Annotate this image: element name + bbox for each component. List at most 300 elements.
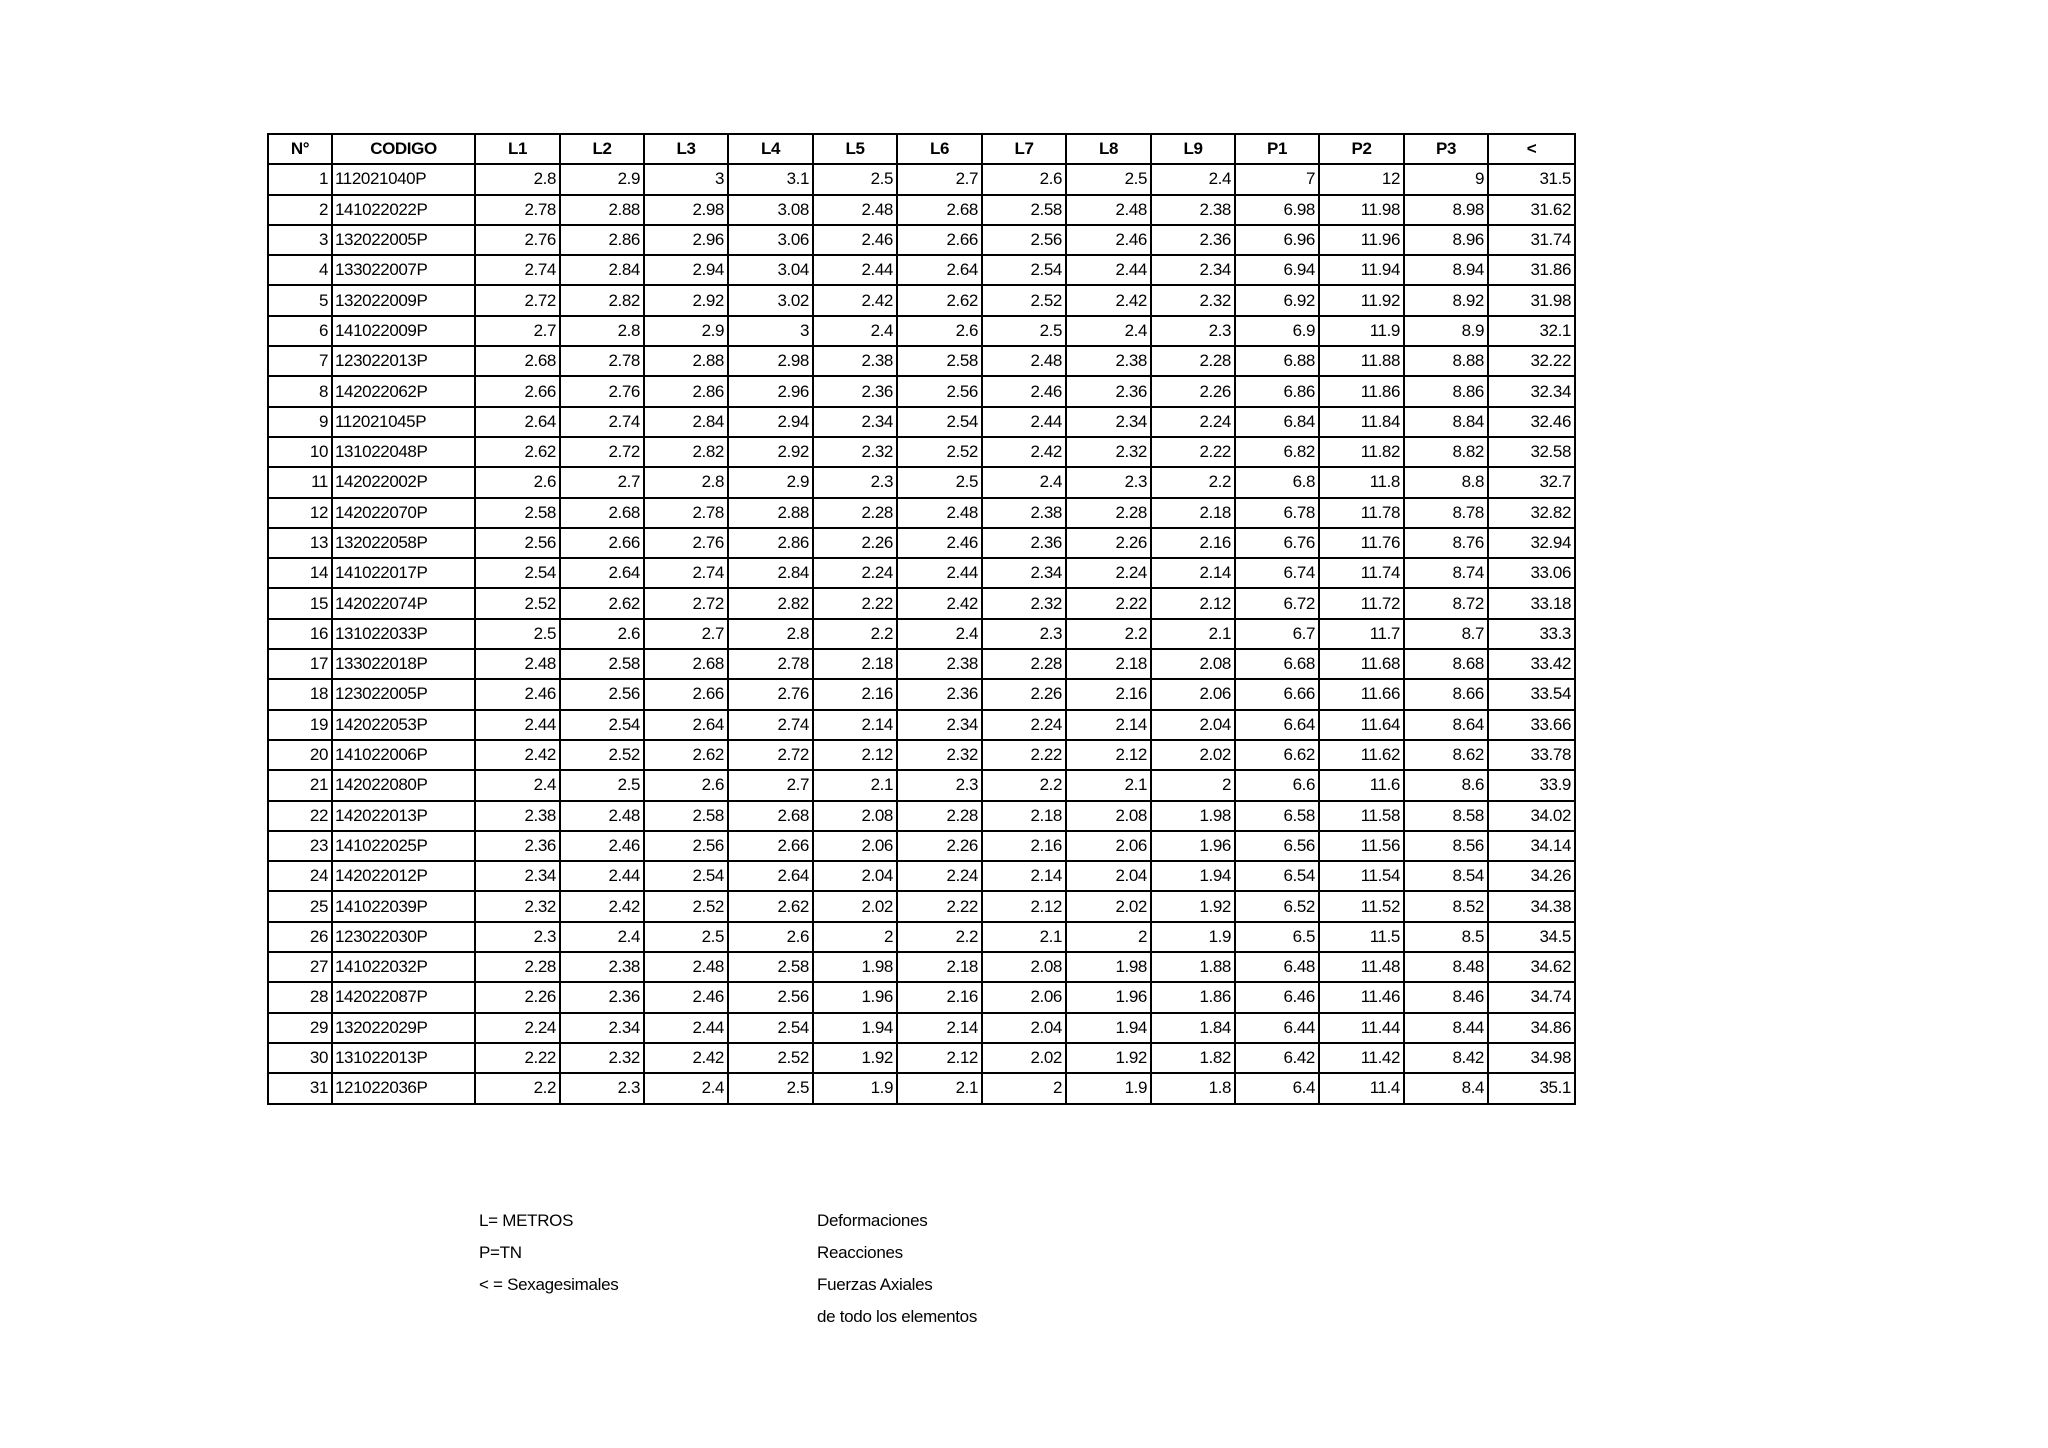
value-cell: 2.32 xyxy=(982,588,1066,618)
value-cell: 2.58 xyxy=(644,801,728,831)
value-cell: 31.5 xyxy=(1488,164,1575,194)
row-number-cell: 14 xyxy=(268,558,332,588)
table-row xyxy=(268,164,1575,194)
row-number-cell: 2 xyxy=(268,195,332,225)
code-cell: 123022030P xyxy=(332,922,475,952)
row-number-cell: 24 xyxy=(268,861,332,891)
table-row xyxy=(268,710,1575,740)
value-cell: 2.38 xyxy=(813,346,897,376)
value-cell: 2.12 xyxy=(982,891,1066,921)
table-row xyxy=(268,467,1575,497)
value-cell: 1.94 xyxy=(1066,1013,1151,1043)
value-cell: 11.52 xyxy=(1319,891,1404,921)
value-cell: 2.68 xyxy=(897,195,982,225)
value-cell: 33.06 xyxy=(1488,558,1575,588)
note-fuerzas-axiales: Fuerzas Axiales xyxy=(817,1275,933,1294)
value-cell: 8.74 xyxy=(1404,558,1488,588)
code-cell: 141022009P xyxy=(332,316,475,346)
value-cell: 2.46 xyxy=(560,831,644,861)
value-cell: 2.74 xyxy=(560,407,644,437)
code-cell: 142022053P xyxy=(332,710,475,740)
value-cell: 34.02 xyxy=(1488,801,1575,831)
value-cell: 1.96 xyxy=(1151,831,1235,861)
value-cell: 2.62 xyxy=(644,740,728,770)
value-cell: 2.46 xyxy=(644,982,728,1012)
value-cell: 1.94 xyxy=(1151,861,1235,891)
row-number-cell: 3 xyxy=(268,225,332,255)
value-cell: 2.12 xyxy=(1066,740,1151,770)
row-number-cell: 30 xyxy=(268,1043,332,1073)
value-cell: 2.74 xyxy=(728,710,813,740)
value-cell: 2.68 xyxy=(560,498,644,528)
row-number-cell: 11 xyxy=(268,467,332,497)
value-cell: 11.78 xyxy=(1319,498,1404,528)
value-cell: 6.82 xyxy=(1235,437,1319,467)
value-cell: 2.84 xyxy=(560,255,644,285)
value-cell: 2.26 xyxy=(982,679,1066,709)
value-cell: 2.26 xyxy=(1151,376,1235,406)
value-cell: 2.64 xyxy=(728,861,813,891)
value-cell: 2.64 xyxy=(475,407,560,437)
value-cell: 2.38 xyxy=(560,952,644,982)
row-number-cell: 28 xyxy=(268,982,332,1012)
value-cell: 2.24 xyxy=(475,1013,560,1043)
row-number-cell: 13 xyxy=(268,528,332,558)
code-cell: 141022039P xyxy=(332,891,475,921)
value-cell: 2.8 xyxy=(475,164,560,194)
value-cell: 6.94 xyxy=(1235,255,1319,285)
value-cell: 2.5 xyxy=(813,164,897,194)
value-cell: 2.96 xyxy=(728,376,813,406)
value-cell: 2.1 xyxy=(897,1073,982,1103)
row-number-cell: 1 xyxy=(268,164,332,194)
value-cell: 34.38 xyxy=(1488,891,1575,921)
value-cell: 2.82 xyxy=(728,588,813,618)
value-cell: 6.9 xyxy=(1235,316,1319,346)
value-cell: 32.58 xyxy=(1488,437,1575,467)
value-cell: 2.38 xyxy=(475,801,560,831)
value-cell: 2.54 xyxy=(475,558,560,588)
note-units-force: P=TN xyxy=(479,1243,522,1262)
value-cell: 2.24 xyxy=(982,710,1066,740)
value-cell: 2.44 xyxy=(897,558,982,588)
value-cell: 2.44 xyxy=(982,407,1066,437)
value-cell: 2.14 xyxy=(982,861,1066,891)
note-deformaciones: Deformaciones xyxy=(817,1211,928,1230)
value-cell: 1.96 xyxy=(813,982,897,1012)
value-cell: 3.04 xyxy=(728,255,813,285)
value-cell: 2.66 xyxy=(728,831,813,861)
table-row xyxy=(268,588,1575,618)
value-cell: 11.62 xyxy=(1319,740,1404,770)
value-cell: 2.46 xyxy=(475,679,560,709)
note-units-length: L= METROS xyxy=(479,1211,574,1230)
value-cell: 2.3 xyxy=(475,922,560,952)
value-cell: 2.4 xyxy=(1066,316,1151,346)
value-cell: 34.5 xyxy=(1488,922,1575,952)
value-cell: 2.2 xyxy=(1151,467,1235,497)
value-cell: 2.66 xyxy=(644,679,728,709)
row-number-cell: 15 xyxy=(268,588,332,618)
row-number-cell: 10 xyxy=(268,437,332,467)
value-cell: 2.66 xyxy=(475,376,560,406)
value-cell: 2.32 xyxy=(813,437,897,467)
value-cell: 2.22 xyxy=(813,588,897,618)
value-cell: 2.6 xyxy=(728,922,813,952)
value-cell: 11.82 xyxy=(1319,437,1404,467)
row-number-cell: 18 xyxy=(268,679,332,709)
value-cell: 2.24 xyxy=(813,558,897,588)
value-cell: 2.58 xyxy=(728,952,813,982)
table-row xyxy=(268,285,1575,315)
value-cell: 8.82 xyxy=(1404,437,1488,467)
row-number-cell: 29 xyxy=(268,1013,332,1043)
value-cell: 2.22 xyxy=(1066,588,1151,618)
value-cell: 2.26 xyxy=(475,982,560,1012)
row-number-cell: 17 xyxy=(268,649,332,679)
value-cell: 2.4 xyxy=(644,1073,728,1103)
value-cell: 33.9 xyxy=(1488,770,1575,800)
value-cell: 2.92 xyxy=(644,285,728,315)
value-cell: 6.74 xyxy=(1235,558,1319,588)
value-cell: 2.28 xyxy=(897,801,982,831)
value-cell: 2.42 xyxy=(644,1043,728,1073)
value-cell: 2.36 xyxy=(1066,376,1151,406)
code-cell: 142022074P xyxy=(332,588,475,618)
value-cell: 6.52 xyxy=(1235,891,1319,921)
table-row xyxy=(268,801,1575,831)
value-cell: 2.4 xyxy=(475,770,560,800)
value-cell: 6.56 xyxy=(1235,831,1319,861)
value-cell: 2.4 xyxy=(813,316,897,346)
value-cell: 2.06 xyxy=(982,982,1066,1012)
value-cell: 2.48 xyxy=(644,952,728,982)
value-cell: 32.82 xyxy=(1488,498,1575,528)
value-cell: 8.44 xyxy=(1404,1013,1488,1043)
value-cell: 6.78 xyxy=(1235,498,1319,528)
value-cell: 1.98 xyxy=(1066,952,1151,982)
value-cell: 2.36 xyxy=(982,528,1066,558)
code-cell: 131022048P xyxy=(332,437,475,467)
value-cell: 11.8 xyxy=(1319,467,1404,497)
value-cell: 31.86 xyxy=(1488,255,1575,285)
value-cell: 3 xyxy=(644,164,728,194)
value-cell: 2.06 xyxy=(1151,679,1235,709)
value-cell: 2.36 xyxy=(897,679,982,709)
value-cell: 2.52 xyxy=(560,740,644,770)
value-cell: 32.22 xyxy=(1488,346,1575,376)
value-cell: 2.98 xyxy=(644,195,728,225)
value-cell: 11.6 xyxy=(1319,770,1404,800)
value-cell: 2.94 xyxy=(644,255,728,285)
value-cell: 2.22 xyxy=(1151,437,1235,467)
value-cell: 2.2 xyxy=(897,922,982,952)
code-cell: 123022013P xyxy=(332,346,475,376)
table-row xyxy=(268,1043,1575,1073)
value-cell: 2.48 xyxy=(982,346,1066,376)
code-cell: 141022017P xyxy=(332,558,475,588)
value-cell: 2.64 xyxy=(560,558,644,588)
value-cell: 8.58 xyxy=(1404,801,1488,831)
value-cell: 31.62 xyxy=(1488,195,1575,225)
value-cell: 2.34 xyxy=(982,558,1066,588)
column-header: L6 xyxy=(897,134,982,164)
value-cell: 2.68 xyxy=(644,649,728,679)
value-cell: 1.8 xyxy=(1151,1073,1235,1103)
value-cell: 2.02 xyxy=(1066,891,1151,921)
value-cell: 11.68 xyxy=(1319,649,1404,679)
value-cell: 2 xyxy=(813,922,897,952)
value-cell: 2.04 xyxy=(813,861,897,891)
value-cell: 6.72 xyxy=(1235,588,1319,618)
table-row xyxy=(268,346,1575,376)
value-cell: 6.96 xyxy=(1235,225,1319,255)
value-cell: 2.16 xyxy=(1151,528,1235,558)
code-cell: 123022005P xyxy=(332,679,475,709)
value-cell: 2.48 xyxy=(1066,195,1151,225)
value-cell: 33.78 xyxy=(1488,740,1575,770)
value-cell: 2.38 xyxy=(1151,195,1235,225)
value-cell: 3.1 xyxy=(728,164,813,194)
value-cell: 2.14 xyxy=(813,710,897,740)
value-cell: 2.46 xyxy=(982,376,1066,406)
value-cell: 2.58 xyxy=(897,346,982,376)
value-cell: 2.48 xyxy=(897,498,982,528)
value-cell: 11.58 xyxy=(1319,801,1404,831)
table-row xyxy=(268,679,1575,709)
value-cell: 2.38 xyxy=(982,498,1066,528)
value-cell: 2.08 xyxy=(1151,649,1235,679)
value-cell: 1.96 xyxy=(1066,982,1151,1012)
value-cell: 31.74 xyxy=(1488,225,1575,255)
value-cell: 8.68 xyxy=(1404,649,1488,679)
value-cell: 34.26 xyxy=(1488,861,1575,891)
table-row xyxy=(268,407,1575,437)
value-cell: 8.5 xyxy=(1404,922,1488,952)
value-cell: 2.04 xyxy=(1151,710,1235,740)
value-cell: 1.94 xyxy=(813,1013,897,1043)
value-cell: 2.08 xyxy=(982,952,1066,982)
value-cell: 2.74 xyxy=(475,255,560,285)
row-number-cell: 31 xyxy=(268,1073,332,1103)
code-cell: 133022007P xyxy=(332,255,475,285)
value-cell: 2 xyxy=(1066,922,1151,952)
value-cell: 2.28 xyxy=(1066,498,1151,528)
value-cell: 2.82 xyxy=(560,285,644,315)
value-cell: 8.4 xyxy=(1404,1073,1488,1103)
code-cell: 132022058P xyxy=(332,528,475,558)
row-number-cell: 19 xyxy=(268,710,332,740)
value-cell: 2.52 xyxy=(475,588,560,618)
table-row xyxy=(268,255,1575,285)
column-header: L7 xyxy=(982,134,1066,164)
note-elementos: de todo los elementos xyxy=(817,1307,978,1326)
value-cell: 2.58 xyxy=(982,195,1066,225)
value-cell: 2.5 xyxy=(728,1073,813,1103)
value-cell: 2.4 xyxy=(560,922,644,952)
value-cell: 8.62 xyxy=(1404,740,1488,770)
value-cell: 2.56 xyxy=(982,225,1066,255)
value-cell: 2.54 xyxy=(560,710,644,740)
value-cell: 1.86 xyxy=(1151,982,1235,1012)
value-cell: 34.86 xyxy=(1488,1013,1575,1043)
code-cell: 141022022P xyxy=(332,195,475,225)
value-cell: 32.94 xyxy=(1488,528,1575,558)
value-cell: 6.92 xyxy=(1235,285,1319,315)
value-cell: 2.24 xyxy=(1066,558,1151,588)
value-cell: 2.54 xyxy=(982,255,1066,285)
table-body xyxy=(268,164,1575,1103)
table-row xyxy=(268,437,1575,467)
value-cell: 2.34 xyxy=(560,1013,644,1043)
value-cell: 2.18 xyxy=(1151,498,1235,528)
value-cell: 2.18 xyxy=(897,952,982,982)
value-cell: 2.54 xyxy=(644,861,728,891)
code-cell: 112021045P xyxy=(332,407,475,437)
value-cell: 33.18 xyxy=(1488,588,1575,618)
value-cell: 6.7 xyxy=(1235,619,1319,649)
value-cell: 2.36 xyxy=(560,982,644,1012)
value-cell: 2.12 xyxy=(897,1043,982,1073)
value-cell: 11.7 xyxy=(1319,619,1404,649)
table-row xyxy=(268,619,1575,649)
value-cell: 2.42 xyxy=(560,891,644,921)
value-cell: 2.78 xyxy=(644,498,728,528)
value-cell: 6.42 xyxy=(1235,1043,1319,1073)
value-cell: 2.9 xyxy=(560,164,644,194)
value-cell: 2.1 xyxy=(982,922,1066,952)
value-cell: 34.98 xyxy=(1488,1043,1575,1073)
column-header: N° xyxy=(268,134,332,164)
value-cell: 1.98 xyxy=(1151,801,1235,831)
value-cell: 2.34 xyxy=(475,861,560,891)
column-header: P3 xyxy=(1404,134,1488,164)
value-cell: 8.9 xyxy=(1404,316,1488,346)
table-row xyxy=(268,1013,1575,1043)
value-cell: 8.76 xyxy=(1404,528,1488,558)
value-cell: 2.64 xyxy=(897,255,982,285)
value-cell: 2.16 xyxy=(897,982,982,1012)
value-cell: 11.98 xyxy=(1319,195,1404,225)
value-cell: 8.84 xyxy=(1404,407,1488,437)
value-cell: 2.44 xyxy=(644,1013,728,1043)
code-cell: 142022070P xyxy=(332,498,475,528)
value-cell: 2.18 xyxy=(813,649,897,679)
table-row xyxy=(268,316,1575,346)
value-cell: 2.62 xyxy=(897,285,982,315)
value-cell: 8.48 xyxy=(1404,952,1488,982)
table-row xyxy=(268,831,1575,861)
value-cell: 8.94 xyxy=(1404,255,1488,285)
value-cell: 2.48 xyxy=(813,195,897,225)
value-cell: 2.42 xyxy=(1066,285,1151,315)
value-cell: 11.5 xyxy=(1319,922,1404,952)
code-cell: 141022025P xyxy=(332,831,475,861)
code-cell: 131022033P xyxy=(332,619,475,649)
value-cell: 2.1 xyxy=(1151,619,1235,649)
value-cell: 1.84 xyxy=(1151,1013,1235,1043)
value-cell: 2.22 xyxy=(897,891,982,921)
code-cell: 142022062P xyxy=(332,376,475,406)
value-cell: 2.36 xyxy=(475,831,560,861)
value-cell: 2.48 xyxy=(475,649,560,679)
value-cell: 8.66 xyxy=(1404,679,1488,709)
value-cell: 2.32 xyxy=(1151,285,1235,315)
row-number-cell: 26 xyxy=(268,922,332,952)
value-cell: 2.64 xyxy=(644,710,728,740)
row-number-cell: 23 xyxy=(268,831,332,861)
value-cell: 34.14 xyxy=(1488,831,1575,861)
row-number-cell: 5 xyxy=(268,285,332,315)
value-cell: 11.96 xyxy=(1319,225,1404,255)
value-cell: 9 xyxy=(1404,164,1488,194)
table-row xyxy=(268,376,1575,406)
row-number-cell: 25 xyxy=(268,891,332,921)
value-cell: 8.88 xyxy=(1404,346,1488,376)
column-header: L8 xyxy=(1066,134,1151,164)
value-cell: 1.88 xyxy=(1151,952,1235,982)
value-cell: 1.9 xyxy=(1151,922,1235,952)
column-header: CODIGO xyxy=(332,134,475,164)
value-cell: 6.88 xyxy=(1235,346,1319,376)
row-number-cell: 9 xyxy=(268,407,332,437)
value-cell: 2.52 xyxy=(897,437,982,467)
value-cell: 2.46 xyxy=(1066,225,1151,255)
value-cell: 2.3 xyxy=(897,770,982,800)
value-cell: 2.4 xyxy=(982,467,1066,497)
row-number-cell: 22 xyxy=(268,801,332,831)
value-cell: 2.5 xyxy=(644,922,728,952)
row-number-cell: 4 xyxy=(268,255,332,285)
value-cell: 2.14 xyxy=(897,1013,982,1043)
value-cell: 2.42 xyxy=(982,437,1066,467)
value-cell: 2.2 xyxy=(475,1073,560,1103)
value-cell: 2.26 xyxy=(1066,528,1151,558)
value-cell: 2.38 xyxy=(897,649,982,679)
value-cell: 2.4 xyxy=(1151,164,1235,194)
value-cell: 2.32 xyxy=(1066,437,1151,467)
value-cell: 2.86 xyxy=(644,376,728,406)
value-cell: 8.46 xyxy=(1404,982,1488,1012)
value-cell: 2.36 xyxy=(813,376,897,406)
value-cell: 2.44 xyxy=(813,255,897,285)
value-cell: 6.66 xyxy=(1235,679,1319,709)
value-cell: 2.56 xyxy=(644,831,728,861)
value-cell: 2.9 xyxy=(644,316,728,346)
code-cell: 133022018P xyxy=(332,649,475,679)
value-cell: 2.62 xyxy=(560,588,644,618)
value-cell: 2.8 xyxy=(728,619,813,649)
value-cell: 2.72 xyxy=(560,437,644,467)
value-cell: 2.32 xyxy=(560,1043,644,1073)
value-cell: 2.86 xyxy=(728,528,813,558)
value-cell: 2.94 xyxy=(728,407,813,437)
value-cell: 33.54 xyxy=(1488,679,1575,709)
value-cell: 32.7 xyxy=(1488,467,1575,497)
value-cell: 2.76 xyxy=(475,225,560,255)
value-cell: 8.72 xyxy=(1404,588,1488,618)
value-cell: 11.48 xyxy=(1319,952,1404,982)
value-cell: 2.76 xyxy=(560,376,644,406)
code-cell: 142022012P xyxy=(332,861,475,891)
table-row xyxy=(268,861,1575,891)
value-cell: 2.02 xyxy=(813,891,897,921)
value-cell: 3.02 xyxy=(728,285,813,315)
value-cell: 2.22 xyxy=(982,740,1066,770)
value-cell: 2.68 xyxy=(475,346,560,376)
value-cell: 2.86 xyxy=(560,225,644,255)
value-cell: 2.02 xyxy=(982,1043,1066,1073)
